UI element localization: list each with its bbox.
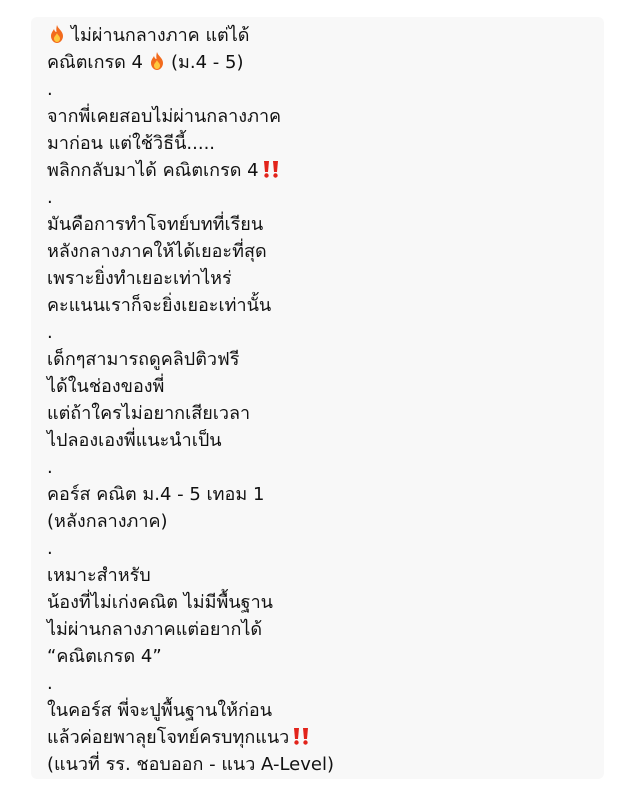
post-dot: . xyxy=(47,187,53,208)
post-line: แต่ถ้าใครไม่อยากเสียเวลา xyxy=(47,403,251,424)
post-line: (แนวที่ รร. ชอบออก - แนว A-Level) xyxy=(47,754,334,775)
post-line-text: คณิตเกรด 4 xyxy=(47,52,144,73)
post-dot: . xyxy=(47,322,53,343)
post-line-text: ไม่ผ่านกลางภาค แต่ได้ xyxy=(71,25,250,46)
post-line: (หลังกลางภาค) xyxy=(47,511,168,532)
post-line xyxy=(47,49,587,76)
post-line xyxy=(47,22,587,49)
post-line-text: แล้วค่อยพาลุยโจทย์ครบทุกแนว xyxy=(47,727,290,748)
post-line: เด็กๆสามารถดูคลิปติวฟรี xyxy=(47,349,240,370)
post-line: หลังกลางภาคให้ได้เยอะที่สุด xyxy=(47,241,267,262)
post-line: ในคอร์ส พี่จะปูพื้นฐานให้ก่อน xyxy=(47,700,273,721)
post-line: เพราะยิ่งทำเยอะเท่าไหร่ xyxy=(47,268,232,289)
post-dot: . xyxy=(47,79,53,100)
post-line: มันคือการทำโจทย์บทที่เรียน xyxy=(47,214,264,235)
post-dot: . xyxy=(47,457,53,478)
post-line: เหมาะสำหรับ xyxy=(47,565,151,586)
post-line: “คณิตเกรด 4” xyxy=(47,646,162,667)
post-line: น้องที่ไม่เก่งคณิต ไม่มีพื้นฐาน xyxy=(47,592,273,613)
post-line: ไม่ผ่านกลางภาคแต่อยากได้ xyxy=(47,619,263,640)
double-exclamation-icon xyxy=(261,159,281,179)
post-dot: . xyxy=(47,673,53,694)
post-line-text: พลิกกลับมาได้ คณิตเกรด 4 xyxy=(47,160,259,181)
double-exclamation-icon xyxy=(291,726,311,746)
post-line: คะแนนเราก็จะยิ่งเยอะเท่านั้น xyxy=(47,295,272,316)
post-line xyxy=(47,724,587,751)
fire-icon xyxy=(147,51,167,71)
post-dot: . xyxy=(47,538,53,559)
post-line: คอร์ส คณิต ม.4 - 5 เทอม 1 xyxy=(47,484,265,505)
post-line: มาก่อน แต่ใช้วิธีนี้..... xyxy=(47,133,216,154)
post-line: จากพี่เคยสอบไม่ผ่านกลางภาค xyxy=(47,106,282,127)
post-line: ไปลองเองพี่แนะนำเป็น xyxy=(47,430,222,451)
post-body xyxy=(47,22,587,778)
fire-icon xyxy=(47,24,67,44)
post-line xyxy=(47,157,587,184)
post-line: ได้ในช่องของพี่ xyxy=(47,376,165,397)
post-line-text: (ม.4 - 5) xyxy=(171,52,244,73)
